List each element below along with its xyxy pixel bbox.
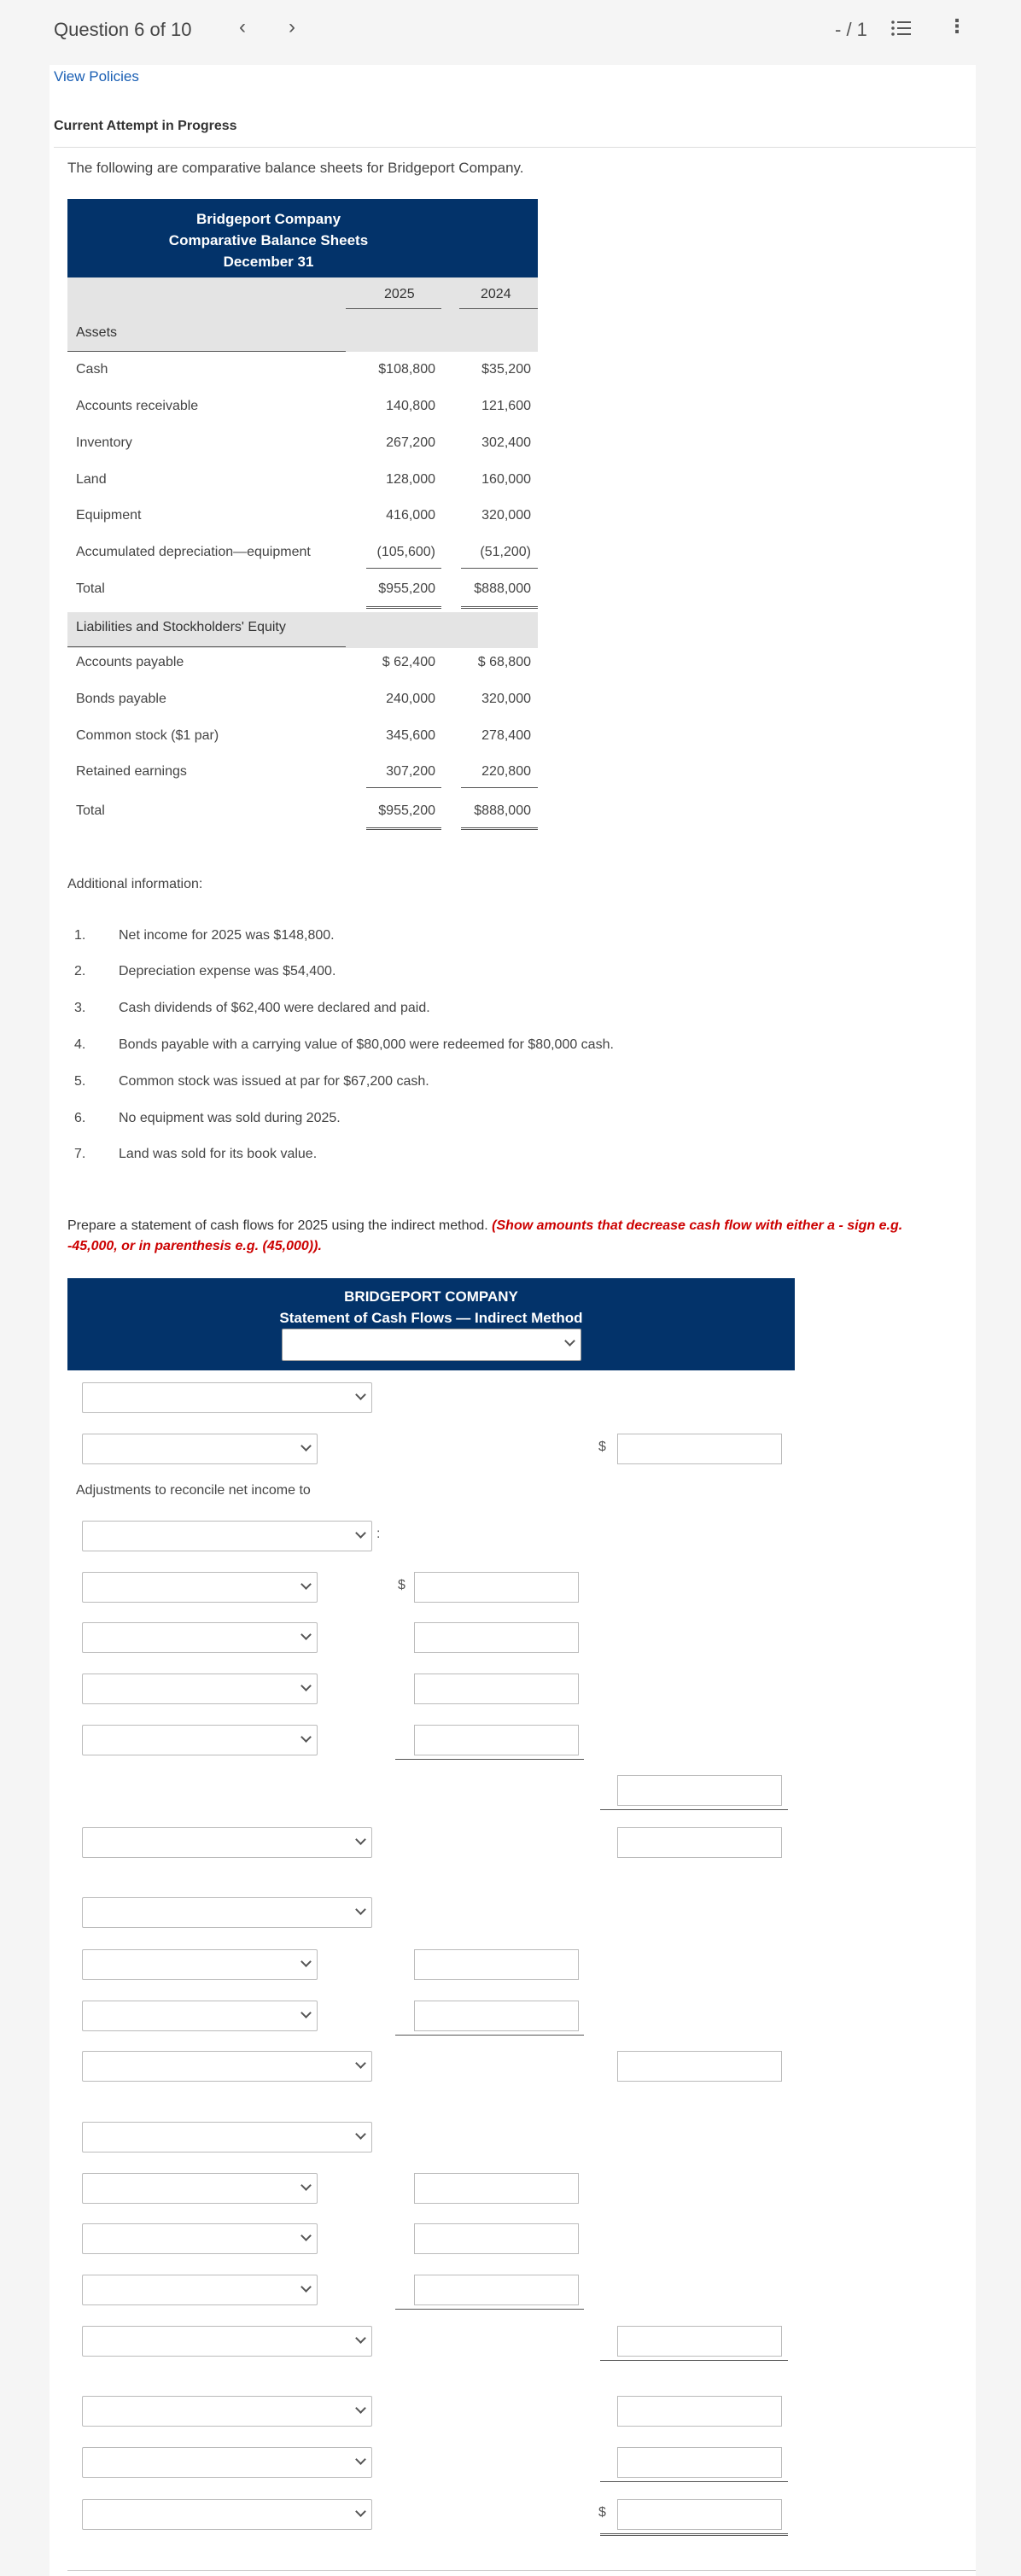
line-item-select[interactable] bbox=[82, 2396, 372, 2427]
header-underline-2024 bbox=[459, 308, 538, 309]
item-number: 6. bbox=[74, 1111, 86, 1125]
asset-total-label: Total bbox=[76, 581, 105, 596]
instructions-note: (Show amounts that decrease cash flow with either a - sign e.g. -45,000, or in parenthesis e.g. (45,000)). bbox=[67, 1218, 903, 1253]
balance-sheet-date: December 31 bbox=[223, 254, 314, 270]
asset-total-2025: $955,200 bbox=[378, 581, 435, 596]
chevron-down-icon bbox=[355, 1904, 366, 1915]
asset-value-2024: 320,000 bbox=[481, 508, 531, 523]
amount-input[interactable] bbox=[617, 1827, 782, 1858]
additional-info-item: Cash dividends of $62,400 were declared and paid. bbox=[119, 1001, 430, 1015]
cash-flow-company: BRIDGEPORT COMPANY bbox=[344, 1288, 518, 1305]
amount-input[interactable] bbox=[617, 1434, 782, 1464]
next-question-button[interactable]: › bbox=[289, 15, 295, 38]
total-double-underline bbox=[461, 827, 538, 830]
item-number: 4. bbox=[74, 1037, 86, 1052]
asset-value-2025: 140,800 bbox=[386, 399, 435, 413]
total-double-underline bbox=[600, 2533, 788, 2536]
asset-value-2024: (51,200) bbox=[480, 545, 531, 559]
line-item-select[interactable] bbox=[82, 1725, 318, 1755]
liability-row-label: Bonds payable bbox=[76, 692, 166, 706]
chevron-down-icon bbox=[355, 1834, 366, 1845]
line-item-select[interactable] bbox=[82, 1674, 318, 1704]
asset-row-label: Accumulated depreciation—equipment bbox=[76, 545, 311, 559]
asset-row-label: Equipment bbox=[76, 508, 142, 523]
chevron-down-icon bbox=[355, 2333, 366, 2344]
liability-value-2024: 220,800 bbox=[481, 764, 531, 779]
subtotal-underline bbox=[600, 2481, 788, 2482]
line-item-select[interactable] bbox=[82, 1949, 318, 1980]
amount-input[interactable] bbox=[617, 2326, 782, 2357]
additional-info-item: Depreciation expense was $54,400. bbox=[119, 964, 336, 978]
assets-underline bbox=[67, 351, 346, 352]
additional-info-item: Bonds payable with a carrying value of $80,000 were redeemed for $80,000 cash. bbox=[119, 1037, 614, 1052]
instructions bbox=[67, 1216, 921, 1257]
chevron-down-icon bbox=[300, 2281, 312, 2293]
amount-input[interactable] bbox=[414, 1949, 579, 1980]
asset-row-label: Accounts receivable bbox=[76, 399, 199, 413]
line-item-select[interactable] bbox=[82, 2051, 372, 2082]
chevron-down-icon bbox=[355, 2403, 366, 2414]
liability-total-2024: $888,000 bbox=[474, 803, 531, 818]
liabilities-underline bbox=[67, 646, 346, 647]
divider bbox=[67, 2570, 976, 2571]
divider bbox=[54, 147, 976, 148]
additional-info-item: Land was sold for its book value. bbox=[119, 1147, 318, 1161]
amount-input[interactable] bbox=[414, 2173, 579, 2204]
item-number: 1. bbox=[74, 928, 86, 943]
line-item-select[interactable] bbox=[82, 2275, 318, 2305]
line-item-select[interactable] bbox=[82, 2173, 318, 2204]
chevron-down-icon bbox=[355, 1389, 366, 1400]
line-item-select[interactable] bbox=[82, 1521, 372, 1551]
line-item-select[interactable] bbox=[82, 2499, 372, 2530]
header-underline-2025 bbox=[346, 308, 441, 309]
subtotal-underline bbox=[600, 1809, 788, 1810]
liability-value-2025: 240,000 bbox=[386, 692, 435, 706]
liability-row-label: Accounts payable bbox=[76, 655, 184, 669]
chevron-down-icon bbox=[300, 2007, 312, 2018]
line-item-select[interactable] bbox=[82, 2447, 372, 2478]
previous-question-button[interactable]: ‹ bbox=[239, 15, 246, 38]
amount-input[interactable] bbox=[617, 2447, 782, 2478]
chevron-down-icon bbox=[300, 2180, 312, 2191]
item-number: 5. bbox=[74, 1074, 86, 1089]
balance-sheet-title: Comparative Balance Sheets bbox=[168, 232, 369, 248]
line-item-select[interactable] bbox=[82, 2326, 372, 2357]
line-item-select[interactable] bbox=[82, 1434, 318, 1464]
liability-value-2025: 307,200 bbox=[386, 764, 435, 779]
dollar-sign: $ bbox=[598, 2505, 606, 2520]
subtotal-underline bbox=[395, 1759, 584, 1760]
chevron-down-icon bbox=[564, 1335, 575, 1346]
subtotal-underline bbox=[600, 2360, 788, 2361]
asset-value-2025: (105,600) bbox=[376, 545, 435, 559]
liability-total-2025: $955,200 bbox=[378, 803, 435, 818]
attempt-status: Current Attempt in Progress bbox=[54, 119, 237, 133]
asset-value-2025: 128,000 bbox=[386, 472, 435, 487]
item-number: 3. bbox=[74, 1001, 86, 1015]
asset-value-2025: 416,000 bbox=[386, 508, 435, 523]
total-double-underline bbox=[366, 606, 441, 609]
asset-total-2024: $888,000 bbox=[474, 581, 531, 596]
asset-row-label: Inventory bbox=[76, 435, 132, 450]
item-number: 2. bbox=[74, 964, 86, 978]
asset-value-2024: 160,000 bbox=[481, 472, 531, 487]
subtotal-underline bbox=[461, 787, 538, 788]
additional-info-label: Additional information: bbox=[67, 877, 203, 891]
period-select[interactable] bbox=[282, 1329, 581, 1361]
instructions-main: Prepare a statement of cash flows for 2025 using the indirect method. bbox=[67, 1218, 488, 1233]
year-2024-header: 2024 bbox=[481, 287, 511, 301]
amount-input[interactable] bbox=[414, 1622, 579, 1653]
amount-input[interactable] bbox=[414, 1572, 579, 1603]
chevron-down-icon bbox=[300, 1579, 312, 1590]
liability-value-2024: 278,400 bbox=[481, 728, 531, 743]
amount-input[interactable] bbox=[414, 1674, 579, 1704]
liability-value-2025: 345,600 bbox=[386, 728, 435, 743]
asset-value-2024: 302,400 bbox=[481, 435, 531, 450]
amount-input[interactable] bbox=[617, 1775, 782, 1806]
amount-input[interactable] bbox=[414, 2001, 579, 2031]
line-item-select[interactable] bbox=[82, 2223, 318, 2254]
subtotal-underline bbox=[395, 2035, 584, 2036]
item-number: 7. bbox=[74, 1147, 86, 1161]
subtotal-underline bbox=[366, 787, 441, 788]
subtotal-underline bbox=[395, 2309, 584, 2310]
liability-row-label: Common stock ($1 par) bbox=[76, 728, 219, 743]
liabilities-label: Liabilities and Stockholders' Equity bbox=[76, 620, 286, 634]
chevron-down-icon bbox=[300, 1732, 312, 1743]
score-display: - / 1 bbox=[835, 19, 867, 40]
view-policies-link[interactable]: View Policies bbox=[54, 68, 139, 85]
line-item-select[interactable] bbox=[82, 1382, 372, 1413]
asset-value-2025: 267,200 bbox=[386, 435, 435, 450]
adjustments-label: Adjustments to reconcile net income to bbox=[76, 1483, 311, 1498]
company-name: Bridgeport Company bbox=[195, 211, 341, 227]
total-double-underline bbox=[461, 606, 538, 609]
asset-value-2024: 121,600 bbox=[481, 399, 531, 413]
line-item-select[interactable] bbox=[82, 1622, 318, 1653]
assets-header-band bbox=[67, 277, 538, 352]
line-item-select[interactable] bbox=[82, 2001, 318, 2031]
amount-input[interactable] bbox=[617, 2051, 782, 2082]
additional-info-item: Common stock was issued at par for $67,200 cash. bbox=[119, 1074, 429, 1089]
subtotal-underline bbox=[461, 568, 538, 569]
chevron-down-icon bbox=[355, 2058, 366, 2069]
liability-value-2024: $ 68,800 bbox=[477, 655, 531, 669]
amount-input[interactable] bbox=[617, 2499, 782, 2530]
asset-row-label: Land bbox=[76, 472, 107, 487]
line-item-select[interactable] bbox=[82, 2122, 372, 2153]
more-options-icon[interactable]: ⋮ bbox=[948, 15, 966, 37]
line-item-select[interactable] bbox=[82, 1897, 372, 1928]
colon: : bbox=[376, 1527, 381, 1541]
question-counter: Question 6 of 10 bbox=[54, 19, 192, 40]
chevron-down-icon bbox=[300, 1440, 312, 1452]
liability-total-label: Total bbox=[76, 803, 105, 818]
liability-value-2025: $ 62,400 bbox=[382, 655, 435, 669]
chevron-down-icon bbox=[300, 1956, 312, 1967]
cash-flow-title: Statement of Cash Flows — Indirect Method bbox=[279, 1310, 583, 1326]
amount-input[interactable] bbox=[414, 1725, 579, 1755]
chevron-down-icon bbox=[355, 1527, 366, 1539]
chevron-down-icon bbox=[355, 2506, 366, 2517]
line-item-select[interactable] bbox=[82, 1827, 372, 1858]
intro-text: The following are comparative balance sheets for Bridgeport Company. bbox=[67, 160, 524, 176]
asset-value-2024: $35,200 bbox=[481, 362, 531, 377]
amount-input[interactable] bbox=[617, 2396, 782, 2427]
question-list-icon[interactable] bbox=[890, 19, 913, 42]
dollar-sign: $ bbox=[398, 1578, 405, 1592]
amount-input[interactable] bbox=[414, 2275, 579, 2305]
balance-sheet-header bbox=[67, 199, 538, 277]
chevron-down-icon bbox=[300, 2230, 312, 2241]
chevron-down-icon bbox=[300, 1680, 312, 1691]
total-double-underline bbox=[366, 827, 441, 830]
additional-info-item: No equipment was sold during 2025. bbox=[119, 1111, 341, 1125]
amount-input[interactable] bbox=[414, 2223, 579, 2254]
asset-row-label: Cash bbox=[76, 362, 108, 377]
line-item-select[interactable] bbox=[82, 1572, 318, 1603]
subtotal-underline bbox=[366, 568, 441, 569]
liability-value-2024: 320,000 bbox=[481, 692, 531, 706]
assets-label: Assets bbox=[76, 325, 118, 340]
chevron-down-icon bbox=[355, 2454, 366, 2465]
liability-row-label: Retained earnings bbox=[76, 764, 187, 779]
chevron-down-icon bbox=[355, 2129, 366, 2140]
chevron-down-icon bbox=[300, 1629, 312, 1640]
dollar-sign: $ bbox=[598, 1440, 606, 1454]
additional-info-item: Net income for 2025 was $148,800. bbox=[119, 928, 335, 943]
asset-value-2025: $108,800 bbox=[378, 362, 435, 377]
year-2025-header: 2025 bbox=[384, 287, 415, 301]
